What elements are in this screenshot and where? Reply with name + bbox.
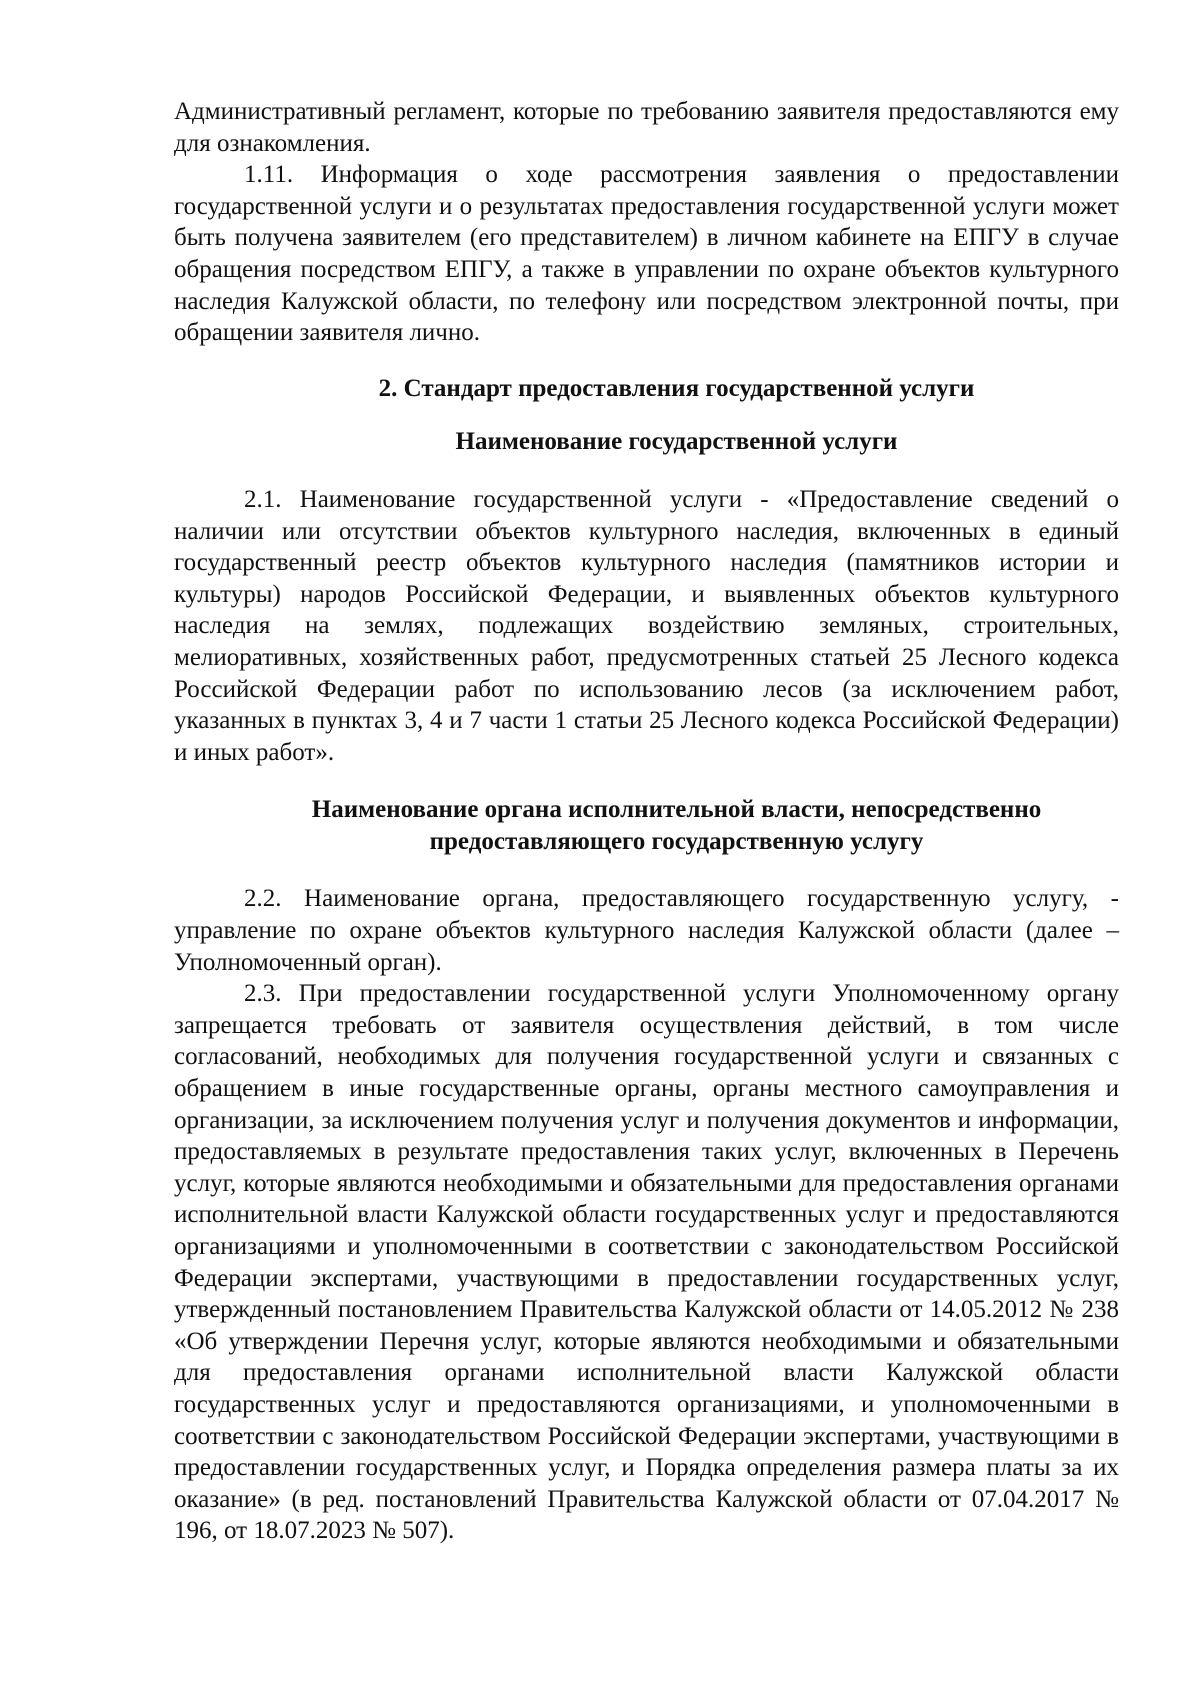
document-page [174,96,1119,1547]
subsection-service-name-title: Наименование государственной услуги [455,428,898,456]
paragraph-2-2: 2.2. Наименование органа, предоставляющего государственную услугу, - управление по охране объектов культурного наследия Калужской области (далее – Уполномоченный орган). [174,885,1119,976]
paragraph-2-1: 2.1. Наименование государственной услуги - «Предоставление сведений о наличии или отсутствии объектов культурного наследия, включенных в единый государственный реестр объектов культурного наследия (памятников истории и культуры) народов Российской Федерации, и выявленных объектов культурного наследия на землях, подлежащих воздействию земляных, строительных, мелиоративных, хозяйственных работ, предусмотренных статьей 25 Лесного кодекса Российской Федерации работ по использованию лесов (за исключением работ, указанных в пунктах 3, 4 и 7 части 1 статьи 25 Лесного кодекса Российской Федерации) и иных работ». [174,485,1119,766]
section-2-title: 2. Стандарт предоставления государственной услуги [378,374,975,402]
intro-paragraph: Административный регламент, которые по требованию заявителя предоставляются ему для ознакомления. [174,98,1119,157]
paragraph-1-11: 1.11. Информация о ходе рассмотрения заявления о предоставлении государственной услуги и о результатах предоставления государственной услуги может быть получена заявителем (его представителем) в личном кабинете на ЕПГУ в случае обращения посредством ЕПГУ, а также в управлении по охране объектов культурного наследия Калужской области, по телефону или посредством электронной почты, при обращении заявителя лично. [174,161,1119,347]
subsection-authority-title-line2: предоставляющего государственную услугу [429,827,924,855]
subsection-authority-title-line1: Наименование органа исполнительной власти, непосредственно [311,796,1042,824]
paragraph-2-3: 2.3. При предоставлении государственной услуги Уполномоченному органу запрещается требовать от заявителя осуществления действий, в том числе согласований, необходимых для получения государственной услуги и связанных с обращением в иные государственные органы, органы местного самоуправления и организации, за исключением получения услуг и получения документов и информации, предоставляемых в результате предоставления таких услуг, включенных в Перечень услуг, которые являются необходимыми и обязательными для предоставления органами исполнительной власти Калужской области государственных услуг и предоставляются организациями и уполномоченными в соответствии с законодательством Российской Федерации экспертами, участвующими в предоставлении государственных услуг, утвержденный постановлением Правительства Калужской области от 14.05.2012 № 238 «Об утверждении Перечня услуг, которые являются необходимыми и обязательными для предоставления органами исполнительной власти Калужской области государственных услуг и предоставляются организациями, и уполномоченными в соответствии с законодательством Российской Федерации экспертами, участвующими в предоставлении государственных услуг, и Порядка определения размера платы за их оказание» (в ред. постановлений Правительства Калужской области от 07.04.2017 № 196, от 18.07.2023 № 507). [174,980,1119,1545]
